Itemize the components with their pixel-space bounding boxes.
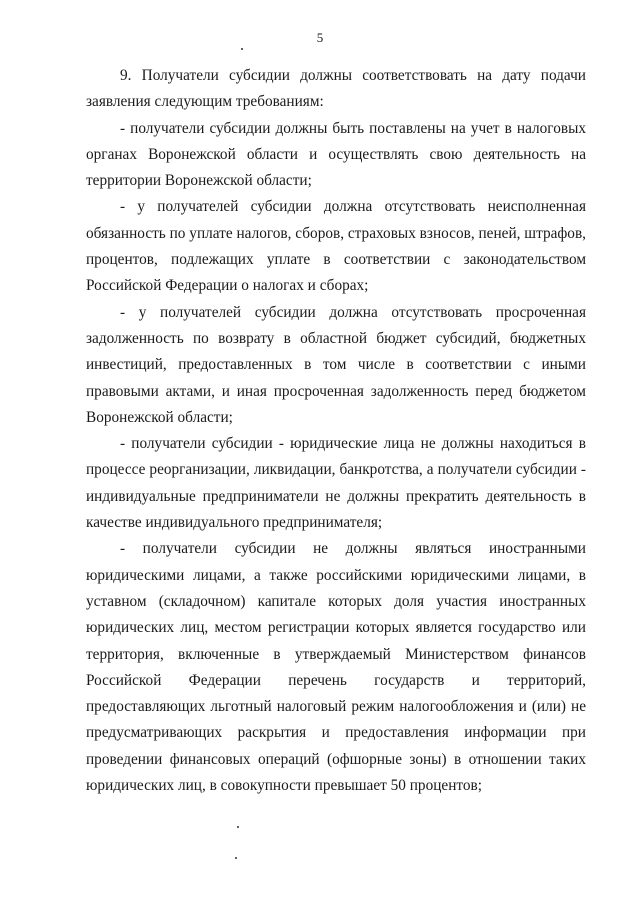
page-number: 5 [316,30,324,45]
scan-speck [235,857,237,859]
paragraph-no-foreign-entities: - получатели субсидии не должны являться иностранными юридическими лицами, а также российскими юридическими лицами, в уставном (складочном) капитале которых доля участия иностранных юридических лиц, местом регистрации которых является государство или территория, включенные в утверждаемый Министерством финансов Российской Федерации перечень государств и территорий, предоставляющих льготный налоговый режим налогообложения и (или) не предусматривающих раскрытия и предоставления информации при проведении финансовых операций (офшорные зоны) в отношении таких юридических лиц, в совокупности превышает 50 процентов; [86,540,586,795]
paragraph-no-tax-debt: - у получателей субсидии должна отсутствовать неисполненная обязанность по уплате налогов, сборов, страховых взносов, пеней, штрафов, процентов, подлежащих уплате в соответствии с законодательством Российской Федерации о налогах и сборах; [86,198,586,295]
document-body [86,63,586,799]
paragraph-no-budget-debt: - у получателей субсидии должна отсутствовать просроченная задолженность по возврату в областной бюджет субсидий, бюджетных инвестиций, предоставленных в том числе в соответствии с иными правовыми актами, и иная просроченная задолженность перед бюджетом Воронежской области; [86,303,586,426]
scan-speck [237,826,239,828]
scan-speck [241,48,243,50]
paragraph-tax-registration: - получатели субсидии должны быть поставлены на учет в налоговых органах Воронежской области и осуществлять свою деятельность на территории Воронежской области; [86,119,586,190]
paragraph-no-reorganization: - получатели субсидии - юридические лица не должны находиться в процессе реорганизации, ликвидации, банкротства, а получатели субсидии - индивидуальные предприниматели не должны прекратить деятельность в качестве индивидуального предпринимателя; [86,435,586,532]
paragraph-requirements-intro: 9. Получатели субсидии должны соответствовать на дату подачи заявления следующим требованиям: [86,67,586,111]
